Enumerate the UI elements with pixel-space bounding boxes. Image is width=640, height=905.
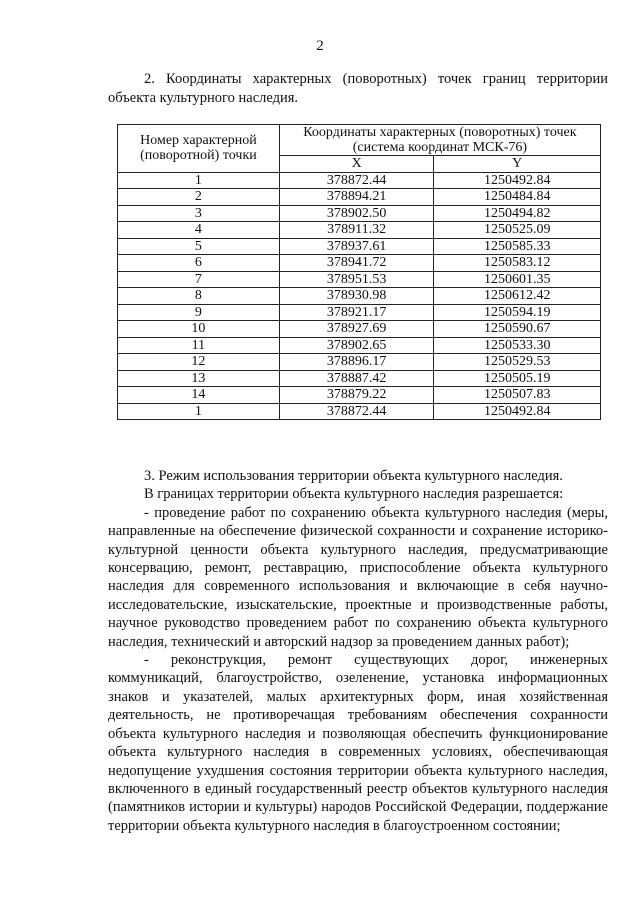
y-coordinate-cell: 1250590.67 [434, 321, 601, 338]
permitted-item-2: - реконструкция, ремонт существующих дорог, инженерных коммуникаций, благоустройство, озеленение, установка информационных знаков и указателей, малых архитектурных форм, иная хозяйственная деятельность, не противоречащая требованиям обеспечения сохранности объекта культурного наследия и позволяющая обеспечить функционирование объекта культурного наследия в современных условиях, обеспечивающая недопущение ухудшения состояния территории объекта культурного наследия, включенного в единый государственный реестр объектов культурного наследия (памятников истории и культуры) народов Российской Федерации, поддержание территории объекта культурного наследия в благоустроенном состоянии; [108, 652, 608, 834]
table-row [118, 205, 601, 222]
table-row [118, 271, 601, 288]
table-row [118, 189, 601, 206]
y-coordinate-cell: 1250492.84 [434, 403, 601, 420]
col-point-number-header: Номер характерной (поворотной) точки [118, 125, 280, 173]
section-2-heading: 2. Координаты характерных (поворотных) точек границ территории объекта культурного наследия. [108, 71, 608, 106]
point-number-cell: 12 [118, 354, 280, 371]
point-number-cell: 2 [118, 189, 280, 206]
col-coordinates-header: Координаты характерных (поворотных) точек (система координат МСК-76) [279, 125, 600, 156]
x-coordinate-cell: 378872.44 [279, 403, 434, 420]
point-number-cell: 4 [118, 222, 280, 239]
section-3-intro: В границах территории объекта культурного наследия разрешается: [144, 486, 564, 503]
table-row [118, 222, 601, 239]
y-coordinate-cell: 1250507.83 [434, 387, 601, 404]
point-number-cell: 13 [118, 370, 280, 387]
table-row [118, 337, 601, 354]
permitted-item-1: - проведение работ по сохранению объекта культурного наследия (меры, направленные на обеспечение физической сохранности и сохранение историко-культурной ценности объекта культурного наследия, предусматривающие консервацию, ремонт, реставрацию, приспособление объекта культурного наследия для современного использования и включающие в себя научно-исследовательские, изыскательские, проектные и производственные работы, научное руководство проведением работ по сохранению объекта культурного наследия, технический и авторский надзор за проведением данных работ); [108, 504, 608, 650]
y-coordinate-cell: 1250585.33 [434, 238, 601, 255]
x-coordinate-cell: 378951.53 [279, 271, 434, 288]
y-coordinate-cell: 1250601.35 [434, 271, 601, 288]
point-number-cell: 7 [118, 271, 280, 288]
x-coordinate-cell: 378879.22 [279, 387, 434, 404]
x-coordinate-cell: 378894.21 [279, 189, 434, 206]
point-number-cell: 1 [118, 172, 280, 189]
point-number-cell: 3 [118, 205, 280, 222]
table-row [118, 304, 601, 321]
x-coordinate-cell: 378872.44 [279, 172, 434, 189]
table-row [118, 238, 601, 255]
x-coordinate-cell: 378930.98 [279, 288, 434, 305]
x-coordinate-cell: 378941.72 [279, 255, 434, 272]
x-coordinate-cell: 378911.32 [279, 222, 434, 239]
table-row [118, 387, 601, 404]
table-row [118, 370, 601, 387]
table-row [118, 321, 601, 338]
x-coordinate-cell: 378927.69 [279, 321, 434, 338]
col-y-header: Y [434, 156, 601, 173]
table-row [118, 255, 601, 272]
y-coordinate-cell: 1250484.84 [434, 189, 601, 206]
y-coordinate-cell: 1250583.12 [434, 255, 601, 272]
table-row [118, 172, 601, 189]
x-coordinate-cell: 378902.65 [279, 337, 434, 354]
y-coordinate-cell: 1250525.09 [434, 222, 601, 239]
point-number-cell: 1 [118, 403, 280, 420]
table-row [118, 354, 601, 371]
y-coordinate-cell: 1250594.19 [434, 304, 601, 321]
x-coordinate-cell: 378921.17 [279, 304, 434, 321]
x-coordinate-cell: 378896.17 [279, 354, 434, 371]
y-coordinate-cell: 1250505.19 [434, 370, 601, 387]
table-row [118, 288, 601, 305]
col-x-header: X [279, 156, 434, 173]
point-number-cell: 5 [118, 238, 280, 255]
section-3-heading: 3. Режим использования территории объекта культурного наследия. [144, 468, 563, 484]
y-coordinate-cell: 1250533.30 [434, 337, 601, 354]
x-coordinate-cell: 378902.50 [279, 205, 434, 222]
point-number-cell: 6 [118, 255, 280, 272]
point-number-cell: 8 [118, 288, 280, 305]
point-number-cell: 11 [118, 337, 280, 354]
x-coordinate-cell: 378887.42 [279, 370, 434, 387]
point-number-cell: 14 [118, 387, 280, 404]
page-number: 2 [316, 38, 324, 54]
coordinates-table-body [118, 172, 601, 420]
table-row [118, 403, 601, 420]
x-coordinate-cell: 378937.61 [279, 238, 434, 255]
y-coordinate-cell: 1250612.42 [434, 288, 601, 305]
point-number-cell: 10 [118, 321, 280, 338]
section-3 [108, 467, 608, 835]
coordinates-table [117, 124, 601, 420]
point-number-cell: 9 [118, 304, 280, 321]
y-coordinate-cell: 1250529.53 [434, 354, 601, 371]
y-coordinate-cell: 1250492.84 [434, 172, 601, 189]
y-coordinate-cell: 1250494.82 [434, 205, 601, 222]
